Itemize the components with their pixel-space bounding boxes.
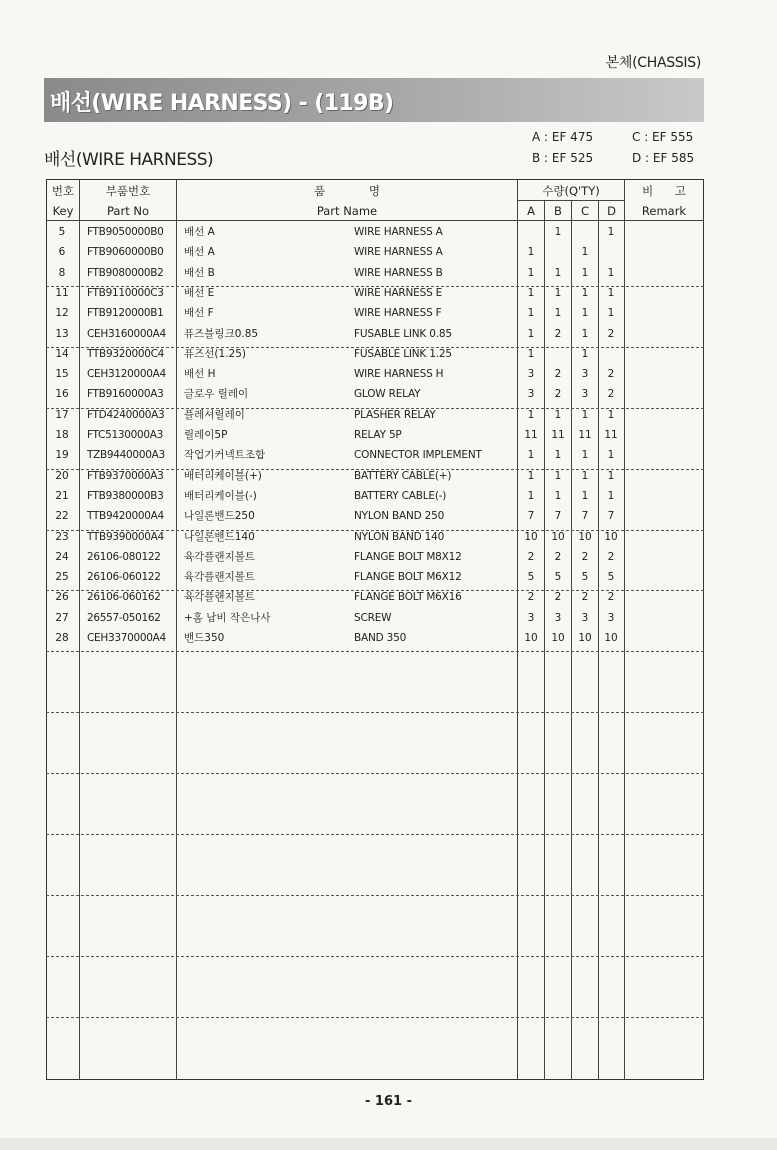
- qty-a-cell: 5: [527, 571, 535, 584]
- group-divider: [46, 956, 704, 957]
- part-no-cell: FTB9080000B2: [87, 266, 164, 279]
- model-b: B : EF 525: [532, 151, 594, 165]
- header-qty-a: A: [527, 204, 535, 218]
- name-kr-cell: 릴레이5P: [184, 429, 228, 441]
- header-key-kr: 번호: [51, 184, 75, 198]
- name-en-cell: WIRE HARNESS H: [354, 368, 444, 381]
- qty-d-cell: 10: [604, 632, 618, 644]
- qty-d-cell: 3: [607, 611, 615, 624]
- key-cell: 5: [58, 226, 66, 238]
- header-qty-d: D: [607, 204, 616, 218]
- qty-a-cell: 1: [527, 246, 535, 259]
- col-divider: [176, 179, 177, 1080]
- name-en-cell: WIRE HARNESS B: [354, 266, 443, 279]
- key-cell: 6: [58, 246, 66, 259]
- qty-c-cell: 1: [581, 246, 589, 259]
- page-subtitle: 배선(WIRE HARNESS): [44, 150, 214, 170]
- group-divider: [46, 895, 704, 896]
- qty-a-cell: 11: [524, 429, 538, 441]
- header-qty: 수량(Q'TY): [542, 184, 600, 198]
- qty-c-cell: 7: [581, 510, 589, 523]
- name-en-cell: PLASHER RELAY: [354, 408, 436, 421]
- key-cell: 17: [55, 408, 69, 421]
- name-en-cell: NYLON BAND 250: [354, 510, 445, 523]
- qty-c-cell: 11: [578, 429, 592, 441]
- part-no-cell: FTC5130000A3: [87, 429, 164, 441]
- key-cell: 15: [55, 368, 69, 381]
- qty-a-cell: 2: [527, 591, 535, 604]
- qty-a-cell: 3: [527, 611, 535, 624]
- name-kr-cell: 플레셔릴레이: [184, 408, 245, 421]
- qty-b-cell: 2: [554, 550, 562, 563]
- name-kr-cell: 배선 A: [184, 226, 215, 238]
- qty-c-cell: 1: [581, 307, 589, 320]
- qty-c-cell: 2: [581, 591, 589, 604]
- qty-c-cell: 3: [581, 368, 589, 381]
- key-cell: 18: [55, 429, 69, 441]
- name-kr-cell: 배터리케이블(-): [184, 489, 257, 502]
- qty-b-cell: 1: [554, 489, 562, 502]
- qty-c-cell: 10: [578, 530, 592, 543]
- qty-b-cell: 1: [554, 469, 562, 482]
- model-d: D : EF 585: [632, 151, 695, 165]
- qty-c-cell: 2: [581, 550, 589, 563]
- qty-a-cell: 1: [527, 449, 535, 462]
- name-en-cell: WIRE HARNESS A: [354, 226, 443, 238]
- header-name-en: Part Name: [316, 204, 378, 218]
- part-no-cell: FTB9110000C3: [87, 286, 164, 299]
- name-kr-cell: 나일론밴드140: [184, 530, 255, 543]
- qty-d-cell: 2: [607, 388, 615, 401]
- part-no-cell: 26106-060162: [87, 591, 161, 604]
- model-a: A : EF 475: [532, 130, 594, 144]
- qty-b-cell: 2: [554, 388, 562, 401]
- model-c: C : EF 555: [632, 130, 694, 144]
- name-kr-cell: 배선 F: [184, 307, 214, 320]
- qty-d-cell: 1: [607, 469, 615, 482]
- section-banner: [44, 78, 704, 122]
- name-en-cell: FUSABLE LINK 1.25: [354, 347, 452, 360]
- section-title: 배선(WIRE HARNESS) - (119B): [50, 91, 394, 116]
- part-no-cell: 26106-080122: [87, 550, 161, 563]
- qty-b-cell: 10: [551, 530, 565, 543]
- col-divider: [571, 200, 572, 1080]
- qty-a-cell: 1: [527, 347, 535, 360]
- qty-c-cell: 3: [581, 611, 589, 624]
- header-qty-b: B: [554, 204, 562, 218]
- part-no-cell: CEH3160000A4: [87, 327, 166, 340]
- key-cell: 22: [55, 510, 69, 523]
- key-cell: 13: [55, 327, 69, 340]
- qty-a-cell: 3: [527, 388, 535, 401]
- qty-b-cell: 1: [554, 226, 562, 238]
- name-en-cell: GLOW RELAY: [354, 388, 421, 401]
- qty-a-cell: 10: [524, 632, 538, 644]
- group-divider: [46, 1017, 704, 1018]
- qty-d-cell: 5: [607, 571, 615, 584]
- part-no-cell: 26106-060122: [87, 571, 161, 584]
- name-en-cell: FLANGE BOLT M6X12: [354, 571, 462, 584]
- part-no-cell: FTD4240000A3: [87, 408, 165, 421]
- qty-b-cell: 1: [554, 286, 562, 299]
- qty-d-cell: 2: [607, 368, 615, 381]
- scan-edge: [0, 1138, 777, 1150]
- col-divider: [79, 179, 80, 1080]
- part-no-cell: FTB9160000A3: [87, 388, 164, 401]
- qty-a-cell: 1: [527, 408, 535, 421]
- part-no-cell: FTB9370000A3: [87, 469, 164, 482]
- key-cell: 14: [55, 347, 69, 360]
- header-part-kr: 부품번호: [105, 184, 151, 198]
- qty-b-cell: 1: [554, 449, 562, 462]
- qty-c-cell: 1: [581, 286, 589, 299]
- qty-b-cell: 1: [554, 408, 562, 421]
- key-cell: 19: [55, 449, 69, 462]
- name-en-cell: RELAY 5P: [354, 429, 402, 441]
- name-kr-cell: 글로우 릴레이: [184, 388, 249, 401]
- name-en-cell: CONNECTOR IMPLEMENT: [354, 449, 482, 462]
- col-divider: [624, 179, 625, 1080]
- page-number: - 161 -: [365, 1094, 412, 1109]
- qty-c-cell: 1: [581, 408, 589, 421]
- qty-b-cell: 1: [554, 307, 562, 320]
- part-no-cell: FTB9050000B0: [87, 226, 164, 238]
- name-en-cell: FUSABLE LINK 0.85: [354, 327, 452, 340]
- part-no-cell: TZB9440000A3: [87, 449, 165, 462]
- name-en-cell: WIRE HARNESS A: [354, 246, 443, 259]
- part-no-cell: FTB9120000B1: [87, 307, 164, 320]
- name-kr-cell: 나일론밴드250: [184, 510, 255, 523]
- name-en-cell: BATTERY CABLE(+): [354, 469, 452, 482]
- part-no-cell: CEH3370000A4: [87, 632, 166, 644]
- key-cell: 16: [55, 388, 69, 401]
- qty-a-cell: 10: [524, 530, 538, 543]
- part-no-cell: TTB9420000A4: [87, 510, 164, 523]
- name-kr-cell: 배선 B: [184, 266, 215, 279]
- qty-d-cell: 1: [607, 408, 615, 421]
- header-remark-kr: 비 고: [642, 184, 686, 198]
- header-name-kr: 품 명: [314, 184, 380, 198]
- key-cell: 20: [55, 469, 69, 482]
- name-kr-cell: 배선 H: [184, 368, 216, 381]
- qty-b-cell: 2: [554, 327, 562, 340]
- part-no-cell: 26557-050162: [87, 611, 161, 624]
- name-en-cell: WIRE HARNESS F: [354, 307, 442, 320]
- name-en-cell: BAND 350: [354, 632, 407, 644]
- key-cell: 21: [55, 489, 69, 502]
- key-cell: 26: [55, 591, 69, 604]
- name-kr-cell: +홈 남비 작은나사: [184, 611, 271, 624]
- key-cell: 11: [55, 286, 69, 299]
- key-cell: 24: [55, 550, 69, 563]
- qty-d-cell: 2: [607, 591, 615, 604]
- key-cell: 23: [55, 530, 69, 543]
- group-divider: [46, 834, 704, 835]
- qty-d-cell: 10: [604, 530, 618, 543]
- key-cell: 28: [55, 632, 69, 644]
- name-kr-cell: 퓨즈블링크0.85: [184, 327, 259, 340]
- qty-d-cell: 2: [607, 327, 615, 340]
- name-kr-cell: 밴드350: [184, 632, 225, 644]
- qty-c-cell: 1: [581, 327, 589, 340]
- qty-c-cell: 1: [581, 347, 589, 360]
- name-kr-cell: 육각플랜지볼트: [184, 550, 256, 563]
- qty-d-cell: 1: [607, 307, 615, 320]
- qty-d-cell: 1: [607, 449, 615, 462]
- qty-d-cell: 1: [607, 489, 615, 502]
- name-en-cell: SCREW: [354, 611, 392, 624]
- qty-b-cell: 5: [554, 571, 562, 584]
- qty-c-cell: 3: [581, 388, 589, 401]
- group-divider: [46, 773, 704, 774]
- qty-c-cell: 1: [581, 489, 589, 502]
- header-key-en: Key: [52, 204, 74, 218]
- qty-a-cell: 1: [527, 266, 535, 279]
- name-en-cell: FLANGE BOLT M8X12: [354, 550, 462, 563]
- qty-a-cell: 1: [527, 469, 535, 482]
- name-en-cell: FLANGE BOLT M6X16: [354, 591, 462, 604]
- qty-a-cell: 1: [527, 286, 535, 299]
- qty-c-cell: 5: [581, 571, 589, 584]
- qty-d-cell: 1: [607, 226, 615, 238]
- part-no-cell: TTB9320000C4: [87, 347, 165, 360]
- name-en-cell: BATTERY CABLE(-): [354, 489, 447, 502]
- part-no-cell: FTB9060000B0: [87, 246, 164, 259]
- chapter-label: 본체(CHASSIS): [605, 55, 701, 71]
- part-no-cell: TTB9390000A4: [87, 530, 164, 543]
- group-divider: [46, 712, 704, 713]
- key-cell: 27: [55, 611, 69, 624]
- qty-b-cell: 1: [554, 266, 562, 279]
- name-kr-cell: 배선 E: [184, 286, 215, 299]
- qty-b-cell: 10: [551, 632, 565, 644]
- qty-d-cell: 2: [607, 550, 615, 563]
- name-en-cell: NYLON BAND 140: [354, 530, 445, 543]
- qty-d-cell: 7: [607, 510, 615, 523]
- header-part-en: Part No: [107, 204, 149, 218]
- qty-d-cell: 1: [607, 266, 615, 279]
- qty-d-cell: 1: [607, 286, 615, 299]
- qty-b-cell: 2: [554, 368, 562, 381]
- name-kr-cell: 육각플랜지볼트: [184, 591, 256, 604]
- name-kr-cell: 작업기커넥트조합: [184, 449, 266, 462]
- qty-c-cell: 1: [581, 449, 589, 462]
- qty-subheader-line: [517, 200, 624, 201]
- qty-c-cell: 1: [581, 469, 589, 482]
- col-divider: [517, 179, 518, 1080]
- name-kr-cell: 육각플랜지볼트: [184, 571, 256, 584]
- col-divider: [544, 200, 545, 1080]
- name-en-cell: WIRE HARNESS E: [354, 286, 443, 299]
- header-bottom-line: [46, 220, 704, 221]
- qty-b-cell: 3: [554, 611, 562, 624]
- header-qty-c: C: [580, 204, 590, 218]
- qty-c-cell: 10: [578, 632, 592, 644]
- qty-b-cell: 11: [551, 429, 565, 441]
- name-kr-cell: 퓨즈선(1.25): [184, 347, 247, 360]
- qty-a-cell: 1: [527, 327, 535, 340]
- key-cell: 12: [55, 307, 69, 320]
- key-cell: 8: [58, 266, 66, 279]
- qty-b-cell: 2: [554, 591, 562, 604]
- part-no-cell: CEH3120000A4: [87, 368, 166, 381]
- qty-a-cell: 1: [527, 307, 535, 320]
- qty-b-cell: 7: [554, 510, 562, 523]
- part-no-cell: FTB9380000B3: [87, 489, 164, 502]
- qty-a-cell: 7: [527, 510, 535, 523]
- name-kr-cell: 배선 A: [184, 246, 215, 259]
- qty-a-cell: 3: [527, 368, 535, 381]
- qty-a-cell: 1: [527, 489, 535, 502]
- qty-a-cell: 2: [527, 550, 535, 563]
- header-remark-en: Remark: [641, 204, 687, 218]
- group-divider: [46, 651, 704, 652]
- qty-d-cell: 11: [604, 429, 618, 441]
- name-kr-cell: 배터리케이블(+): [184, 469, 262, 482]
- key-cell: 25: [55, 571, 69, 584]
- qty-c-cell: 1: [581, 266, 589, 279]
